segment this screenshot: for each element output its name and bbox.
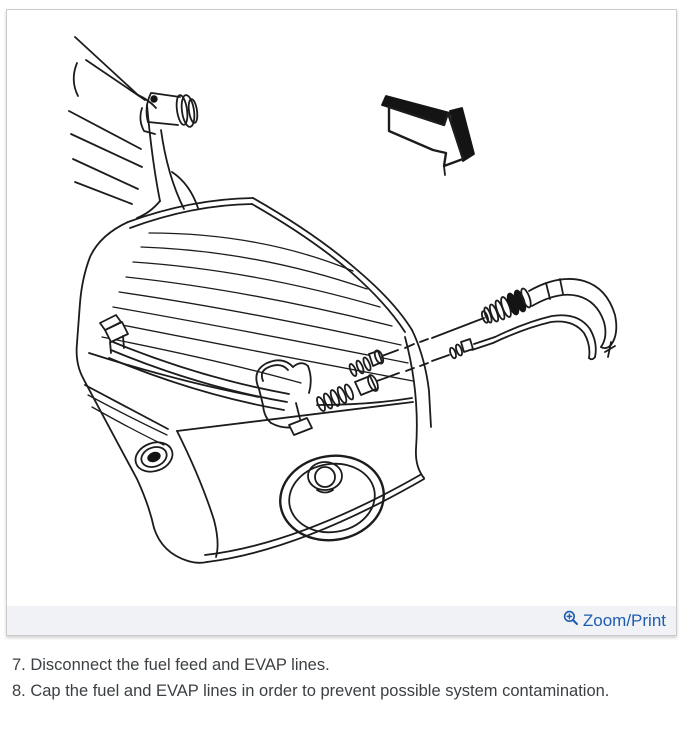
lower-quick-connect (315, 374, 380, 412)
step-8: 8. Cap the fuel and EVAP lines in order to prevent possible system contamination. (12, 682, 610, 700)
fuel-pump-ring (274, 448, 390, 547)
instruction-steps (12, 652, 697, 704)
fuel-lines (100, 279, 616, 435)
filler-pipe (137, 93, 199, 218)
frame-rails (69, 37, 156, 204)
fuel-tank-diagram (7, 10, 676, 606)
fuel-tank-line-art (7, 10, 676, 606)
small-fitting (449, 339, 473, 359)
ribbed-connector (483, 287, 533, 323)
diagram-panel (6, 9, 677, 636)
tank-grommet (131, 437, 176, 476)
magnifier-plus-icon[interactable] (563, 610, 579, 626)
step-7: 7. Disconnect the fuel feed and EVAP lines. (12, 656, 330, 674)
figure-footer-bar (7, 606, 676, 635)
direction-arrow (382, 96, 474, 175)
zoom-print-link[interactable] (563, 612, 666, 629)
zoom-print-label: Zoom/Print (582, 611, 666, 630)
evap-hose (493, 315, 596, 359)
